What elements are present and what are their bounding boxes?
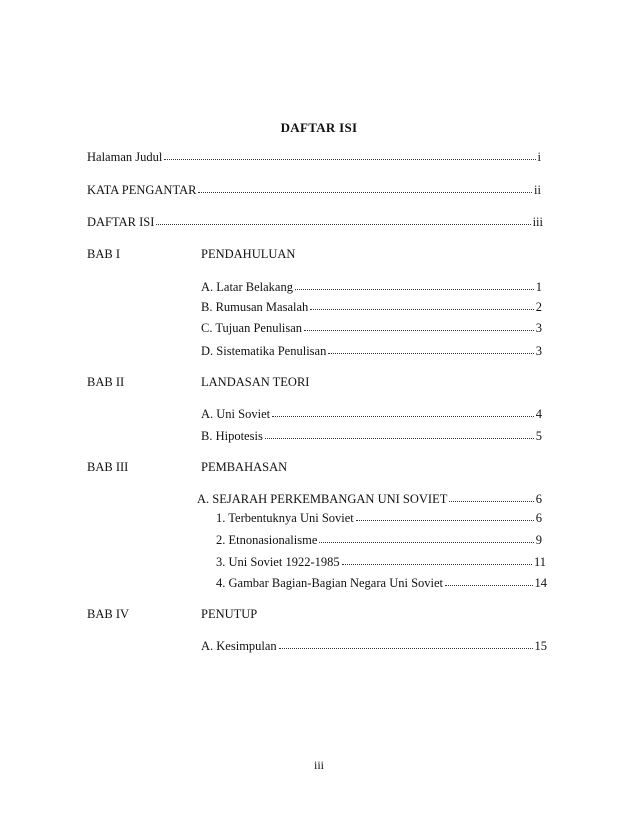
- toc-entry-page: 6: [535, 492, 542, 506]
- toc-entry-label: C. Tujuan Penulisan: [201, 321, 303, 335]
- chapter-label: BAB IV: [87, 607, 130, 621]
- chapter-title: PENUTUP: [201, 607, 258, 621]
- dot-leader: [164, 149, 535, 160]
- toc-entry-page: 15: [534, 639, 547, 653]
- toc-entry-label: D. Sistematika Penulisan: [201, 344, 327, 358]
- toc-entry: [197, 492, 542, 507]
- dot-leader: [342, 554, 532, 565]
- dot-leader: [304, 320, 534, 331]
- toc-subentry: [216, 555, 546, 570]
- dot-leader: [449, 491, 533, 502]
- toc-entry-daftar-isi: [87, 215, 543, 230]
- toc-entry-page: 11: [533, 555, 546, 569]
- toc-entry-halaman-judul: [87, 150, 541, 165]
- toc-entry-label: B. Hipotesis: [201, 429, 263, 443]
- chapter-title: LANDASAN TEORI: [201, 375, 310, 389]
- toc-entry-label: A. Uni Soviet: [201, 407, 271, 421]
- toc-entry-page: 5: [535, 429, 542, 443]
- toc-entry-page: 6: [535, 511, 542, 525]
- dot-leader: [265, 428, 534, 439]
- chapter-title: PENDAHULUAN: [201, 247, 296, 261]
- toc-entry-label: DAFTAR ISI: [87, 215, 155, 229]
- toc-entry-label: Halaman Judul: [87, 150, 163, 164]
- dot-leader: [445, 575, 532, 586]
- page-number: iii: [313, 758, 324, 772]
- toc-entry-label: B. Rumusan Masalah: [201, 300, 309, 314]
- toc-entry-label: 3. Uni Soviet 1922-1985: [216, 555, 340, 569]
- toc-subentry: [216, 576, 547, 591]
- chapter-label: BAB II: [87, 375, 125, 389]
- toc-entry: [201, 429, 542, 444]
- toc-entry-page: 3: [535, 344, 542, 358]
- toc-entry-page: ii: [534, 183, 541, 197]
- toc-entry-label: 2. Etnonasionalisme: [216, 533, 318, 547]
- dot-leader: [356, 510, 534, 521]
- dot-leader: [198, 182, 532, 193]
- toc-entry: [201, 639, 547, 654]
- toc-entry: [201, 300, 542, 315]
- toc-entry-page: iii: [532, 215, 543, 229]
- toc-entry: [201, 321, 542, 336]
- chapter-label: BAB III: [87, 460, 129, 474]
- toc-entry-page: 2: [535, 300, 542, 314]
- toc-entry-label: A. Latar Belakang: [201, 280, 293, 294]
- toc-subentry: [216, 533, 542, 548]
- dot-leader: [279, 638, 533, 649]
- toc-entry-page: 9: [535, 533, 542, 547]
- dot-leader: [272, 406, 534, 417]
- dot-leader: [310, 299, 533, 310]
- toc-entry-kata-pengantar: [87, 183, 541, 198]
- toc-entry-label: A. SEJARAH PERKEMBANGAN UNI SOVIET: [197, 492, 448, 506]
- dot-leader: [319, 532, 533, 543]
- toc-entry-page: 14: [534, 576, 547, 590]
- toc-entry-label: 4. Gambar Bagian-Bagian Negara Uni Soviet: [216, 576, 444, 590]
- toc-entry: [201, 344, 542, 359]
- toc-entry: [201, 280, 542, 295]
- toc-subentry: [216, 511, 542, 526]
- toc-entry-page: 3: [535, 321, 542, 335]
- toc-entry-label: KATA PENGANTAR: [87, 183, 197, 197]
- toc-entry-label: 1. Terbentuknya Uni Soviet: [216, 511, 354, 525]
- dot-leader: [295, 279, 534, 290]
- dot-leader: [328, 343, 533, 354]
- dot-leader: [156, 214, 530, 225]
- toc-entry-page: i: [537, 150, 541, 164]
- chapter-title: PEMBAHASAN: [201, 460, 288, 474]
- toc-entry-page: 4: [535, 407, 542, 421]
- chapter-label: BAB I: [87, 247, 120, 261]
- toc-entry-label: A. Kesimpulan: [201, 639, 277, 653]
- toc-entry: [201, 407, 542, 422]
- page-title: DAFTAR ISI: [280, 120, 358, 135]
- toc-entry-page: 1: [535, 280, 542, 294]
